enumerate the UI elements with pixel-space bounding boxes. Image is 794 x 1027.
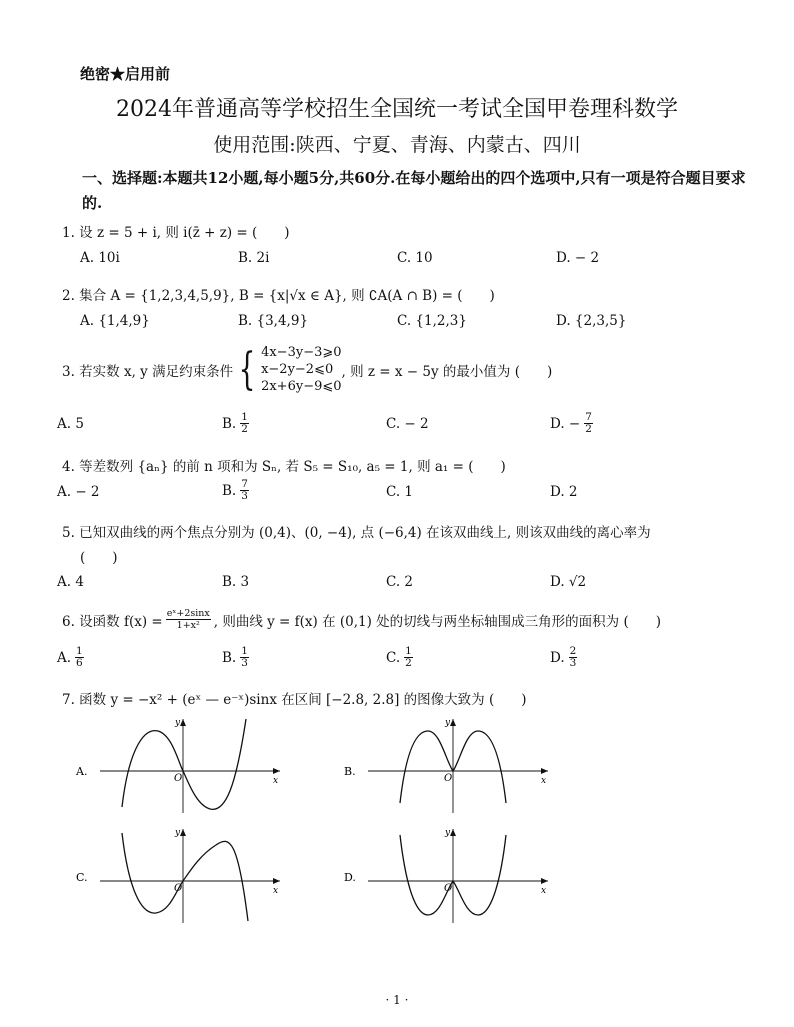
x-axis-label: x <box>273 776 279 786</box>
question-3-option-d <box>550 412 593 435</box>
fraction <box>75 646 84 669</box>
exam-title: 2024年普通高等学校招生全国统一考试全国甲卷理科数学 <box>116 97 678 122</box>
question-4-option-d: D. 2 <box>550 484 578 500</box>
question-4-stem: 4. 等差数列 {aₙ} 的前 n 项和为 Sₙ, 若 S₅ = S₁₀, a₅ = 1, 则 a₁ = ( ) <box>62 459 506 475</box>
numerator: 1 <box>241 645 248 657</box>
x-axis-arrow-icon <box>273 878 280 884</box>
question-5-option-d: D. √2 <box>550 574 587 590</box>
y-axis-label: y <box>175 828 181 838</box>
question-6-option-a <box>57 646 84 669</box>
denominator: 3 <box>569 657 577 669</box>
option-letter: B. <box>222 415 237 432</box>
question-5-stem-cont: ( ) <box>80 550 118 566</box>
question-3-option-b <box>222 412 249 435</box>
question-7-stem: 7. 函数 y = −x² + (eˣ — e⁻ˣ)sinx 在区间 [−2.8, 2.8] 的图像大致为 ( ) <box>62 692 527 708</box>
origin-label: O <box>174 773 183 784</box>
option-letter: D. <box>550 649 565 666</box>
option-letter: B. <box>222 482 237 499</box>
numerator: eˣ+2sinx <box>166 608 210 619</box>
fraction <box>569 646 578 669</box>
origin-label: O <box>444 773 453 784</box>
denominator: 2 <box>585 423 592 435</box>
section-heading: 一、选择题:本题共12小题,每小题5分,共60分.在每小题给出的四个选项中,只有一项是符合题目要求的. <box>82 169 746 212</box>
curve-c <box>122 833 248 921</box>
brace-icon: { <box>238 343 256 395</box>
y-axis-label: y <box>445 718 451 728</box>
x-axis-label: x <box>541 886 547 896</box>
question-6-stem <box>62 608 661 631</box>
question-6-stem-post: , 则曲线 y = f(x) 在 (0,1) 处的切线与两坐标轴围成三角形的面积为 ( ) <box>213 613 662 630</box>
numerator: 7 <box>241 478 248 490</box>
x-axis-arrow-icon <box>541 878 548 884</box>
question-3-option-a: A. 5 <box>57 416 84 432</box>
numerator: 1 <box>76 645 83 657</box>
fraction <box>240 479 249 502</box>
y-axis-label: y <box>175 718 181 728</box>
question-3-option-c: C. − 2 <box>386 416 429 432</box>
question-4-option-c: C. 1 <box>386 484 414 500</box>
x-axis-label: x <box>541 776 547 786</box>
fraction <box>240 412 249 435</box>
question-1-stem: 1. 设 z = 5 + i, 则 i(z̄ + z) = ( ) <box>62 225 290 241</box>
question-1-option-c: C. 10 <box>397 250 433 266</box>
y-axis-arrow-icon <box>450 829 456 836</box>
question-6-option-b <box>222 646 249 669</box>
option-letter: B. <box>222 649 237 666</box>
denominator: 1+x² <box>176 620 200 631</box>
question-5-option-b: B. 3 <box>222 574 250 590</box>
option-letter: C. <box>386 649 401 666</box>
constraint-1: 4x−3y−3⩾0 <box>261 345 342 360</box>
question-3-stem-pre: 3. 若实数 x, y 满足约束条件 <box>62 363 234 380</box>
graph-option-d <box>338 825 558 925</box>
numerator: 7 <box>585 411 592 423</box>
graph-c-label: C. <box>76 871 88 884</box>
origin-label: O <box>174 883 183 894</box>
numerator: 2 <box>569 645 577 657</box>
question-4-option-b <box>222 479 249 502</box>
exam-scope: 使用范围:陕西、宁夏、青海、内蒙古、四川 <box>213 134 581 156</box>
option-letter: D. − <box>550 415 581 432</box>
confidential-mark: 绝密★启用前 <box>80 65 171 83</box>
denominator: 2 <box>241 423 248 435</box>
question-2-option-d: D. {2,3,5} <box>556 313 627 329</box>
x-axis-arrow-icon <box>541 768 548 774</box>
y-axis-label: y <box>445 828 451 838</box>
denominator: 3 <box>241 657 248 669</box>
graph-option-c <box>70 825 290 925</box>
denominator: 2 <box>405 657 412 669</box>
numerator: 1 <box>405 645 412 657</box>
question-1-option-d: D. − 2 <box>556 250 600 266</box>
function-fraction <box>166 608 211 631</box>
fraction <box>584 412 593 435</box>
question-1-option-a: A. 10i <box>80 250 120 266</box>
origin-label: O <box>444 883 453 894</box>
question-5-option-a: A. 4 <box>57 574 84 590</box>
graph-option-b <box>338 715 558 815</box>
question-2-option-a: A. {1,4,9} <box>80 313 150 329</box>
question-3-stem <box>62 344 552 395</box>
constraint-3: 2x+6y−9⩽0 <box>261 379 342 394</box>
graph-d-label: D. <box>344 871 356 884</box>
option-letter: A. <box>57 649 72 666</box>
graph-option-a <box>70 715 290 815</box>
constraint-2: x−2y−2⩽0 <box>261 362 334 377</box>
x-axis-arrow-icon <box>273 768 280 774</box>
question-6-stem-pre: 6. 设函数 f(x) = <box>62 613 163 630</box>
denominator: 6 <box>76 657 83 669</box>
y-axis-arrow-icon <box>180 719 186 726</box>
y-axis-arrow-icon <box>180 829 186 836</box>
y-axis-arrow-icon <box>450 719 456 726</box>
question-6-option-c <box>386 646 413 669</box>
question-5-stem: 5. 已知双曲线的两个焦点分别为 (0,4)、(0, −4), 点 (−6,4) 在该双曲线上, 则该双曲线的离心率为 <box>62 525 651 541</box>
question-1-option-b: B. 2i <box>238 250 270 266</box>
question-2-option-c: C. {1,2,3} <box>397 313 467 329</box>
curve-a <box>122 719 246 809</box>
question-4-option-a: A. − 2 <box>57 484 100 500</box>
question-6-option-d <box>550 646 577 669</box>
question-2-stem: 2. 集合 A = {1,2,3,4,5,9}, B = {x|√x ∈ A}, 则 ∁A(A ∩ B) = ( ) <box>62 288 495 304</box>
question-5-option-c: C. 2 <box>386 574 414 590</box>
question-3-stem-post: , 则 z = x − 5y 的最小值为 ( ) <box>341 363 553 380</box>
page-number: · 1 · <box>385 993 409 1007</box>
denominator: 3 <box>241 490 248 502</box>
graph-a-label: A. <box>76 765 88 778</box>
graph-b-label: B. <box>344 765 356 778</box>
fraction <box>240 646 249 669</box>
fraction <box>404 646 413 669</box>
question-2-option-b: B. {3,4,9} <box>238 313 309 329</box>
numerator: 1 <box>241 411 248 423</box>
x-axis-label: x <box>273 886 279 896</box>
constraint-system <box>261 344 341 395</box>
